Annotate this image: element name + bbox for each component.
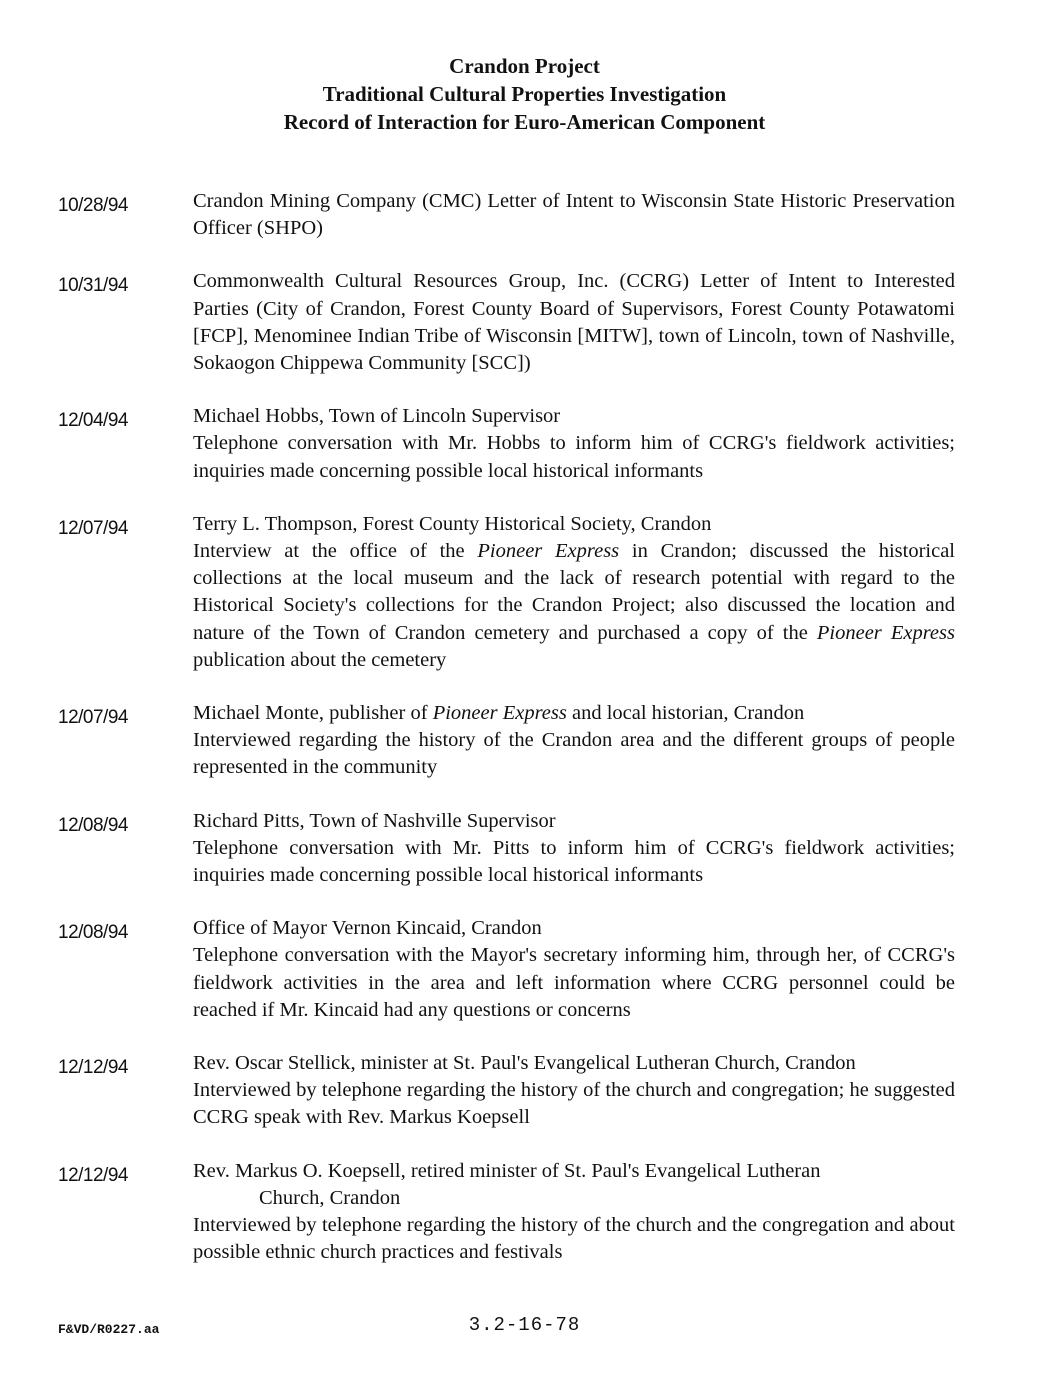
entry-body — [193, 808, 955, 890]
entry-body — [193, 700, 955, 782]
project-title: Crandon Project — [449, 54, 600, 78]
publication-title: Pioneer Express — [432, 702, 567, 725]
record-entry — [0, 1158, 1049, 1267]
record-entry — [0, 700, 1049, 782]
entry-contact: Terry L. Thompson, Forest County Historical Society, Crandon — [193, 512, 712, 535]
entry-text: Telephone conversation with the Mayor's secretary informing him, through her, of CCRG's fieldwork activities in the area and left information where CCRG personnel could be reached if Mr. Kincaid had any questions or concerns — [193, 944, 955, 1021]
record-entry — [0, 915, 1049, 1024]
entry-date: 12/12/94 — [58, 1057, 128, 1079]
entry-contact-continued: Church, Crandon — [259, 1186, 401, 1209]
record-entry — [0, 1050, 1049, 1132]
publication-title: Pioneer Express — [816, 621, 955, 644]
entry-contact: Rev. Markus O. Koepsell, retired minister of St. Paul's Evangelical Lutheran — [193, 1159, 821, 1182]
entry-contact: Office of Mayor Vernon Kincaid, Crandon — [193, 917, 542, 940]
publication-title: Pioneer Express — [477, 540, 620, 563]
entry-text: Interviewed by telephone regarding the history of the church and the congregation and about possible ethnic church practices and festivals — [193, 1214, 955, 1264]
entry-contact: Michael Hobbs, Town of Lincoln Supervisor — [193, 405, 561, 428]
page-number: 3.2-16-78 — [468, 1314, 581, 1336]
record-entry — [0, 188, 1049, 242]
document-header — [0, 52, 1049, 136]
entry-date: 12/04/94 — [58, 410, 128, 432]
entry-body — [193, 268, 955, 377]
document-code: F&VD/R0227.aa — [58, 1322, 160, 1337]
entry-body — [193, 915, 955, 1024]
record-entry — [0, 511, 1049, 674]
entry-text: Telephone conversation with Mr. Pitts to inform him of CCRG's fieldwork activities; inquiries made concerning possible local historical informants — [193, 836, 955, 887]
record-entry — [0, 268, 1049, 377]
entry-text: Interviewed regarding the history of the Crandon area and the different groups of people represented in the community — [193, 729, 955, 779]
entry-date: 10/31/94 — [58, 275, 128, 297]
entry-contact: Richard Pitts, Town of Nashville Supervisor — [193, 809, 556, 832]
entry-date: 12/08/94 — [58, 922, 128, 944]
record-entry — [0, 403, 1049, 485]
entry-text: Crandon Mining Company (CMC) Letter of Intent to Wisconsin State Historic Preservation Officer (SHPO) — [193, 190, 955, 240]
entry-date: 12/07/94 — [58, 517, 128, 539]
entry-text: Interviewed by telephone regarding the history of the church and congregation; he suggested CCRG speak with Rev. Markus Koepsell — [193, 1079, 955, 1129]
entry-date: 12/08/94 — [58, 814, 128, 836]
entry-date: 12/12/94 — [58, 1164, 128, 1186]
entry-contact: Michael Monte, publisher of Pioneer Express and local historian, Crandon — [193, 702, 805, 725]
entry-body — [193, 1158, 955, 1267]
record-title: Record of Interaction for Euro-American Component — [283, 110, 766, 134]
record-entry — [0, 808, 1049, 890]
entry-date: 10/28/94 — [58, 195, 128, 216]
entry-text: Interview at the office of the Pioneer Express in Crandon; discussed the historical collections at the local museum and the lack of research potential with regard to the Historical Society's collections for the Crandon Project; also discussed the location and nature of the Town of Crandon cemetery and purchased a copy of the Pioneer Express publication about the cemetery — [193, 540, 956, 671]
entry-body — [193, 511, 955, 674]
entry-date: 12/07/94 — [58, 707, 128, 729]
entry-contact: Rev. Oscar Stellick, minister at St. Paul's Evangelical Lutheran Church, Crandon — [193, 1052, 856, 1075]
entry-text: Commonwealth Cultural Resources Group, Inc. (CCRG) Letter of Intent to Interested Parties (City of Crandon, Forest County Board of Supervisors, Forest County Potawatomi [FCP], Menominee Indian Tribe of Wisconsin [MITW], town of Lincoln, town of Nashville, Sokaogon Chippewa Community [SCC]) — [193, 270, 955, 375]
entry-text: Telephone conversation with Mr. Hobbs to inform him of CCRG's fieldwork activities; inquiries made concerning possible local historical informants — [193, 432, 955, 482]
investigation-title: Traditional Cultural Properties Investigation — [322, 82, 727, 106]
entry-body — [193, 1050, 955, 1132]
entry-body — [193, 403, 955, 485]
entry-body — [193, 188, 955, 242]
interaction-record-list — [0, 188, 1049, 1293]
